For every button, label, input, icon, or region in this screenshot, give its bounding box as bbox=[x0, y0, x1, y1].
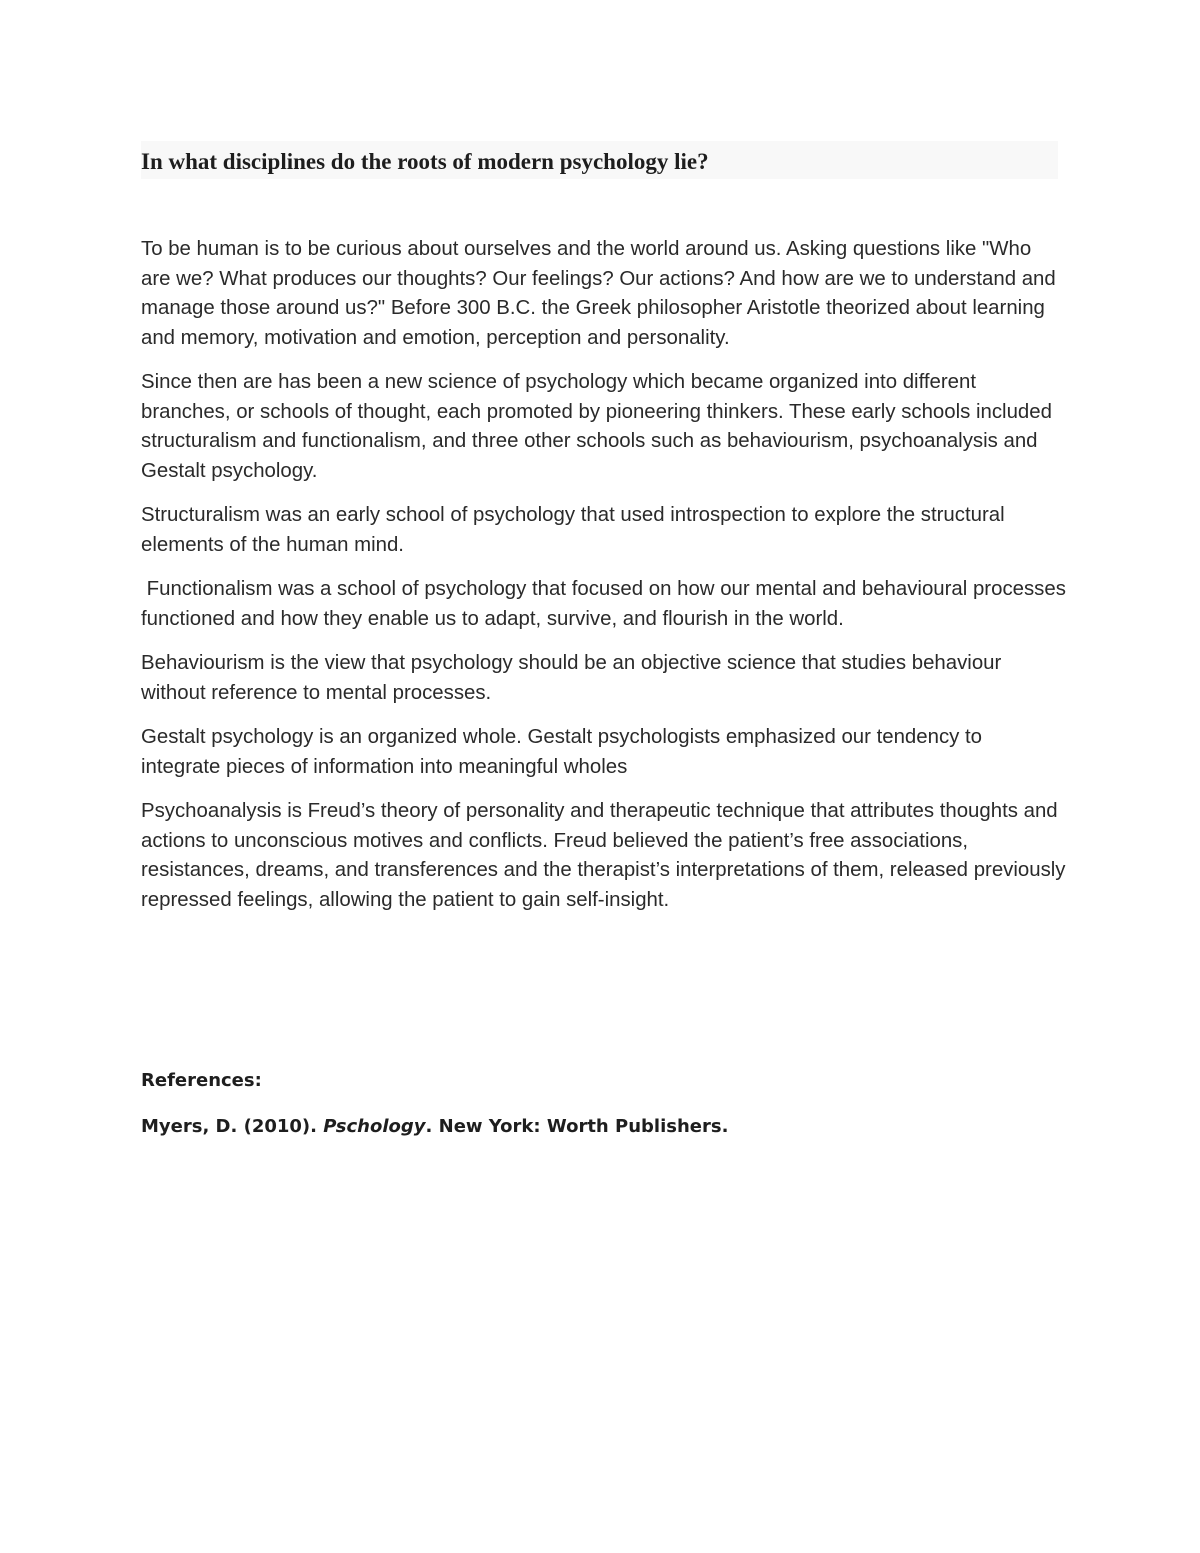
paragraph-psychoanalysis: Psychoanalysis is Freud’s theory of personality and therapeutic technique that attributes thoughts and actions to unconscious motives and conflicts. Freud believed the patient’s free associations, resistances, dreams, and transferences and the therapist’s interpretations of them, released previously repressed feelings, allowing the patient to gain self-insight. bbox=[141, 800, 1066, 911]
paragraph-structuralism: Structuralism was an early school of psychology that used introspection to explore the structural elements of the human mind. bbox=[141, 504, 1005, 556]
paragraph-schools: Since then are has been a new science of psychology which became organized into different branches, or schools of thought, each promoted by pioneering thinkers. These early schools included structuralism and functionalism, and three other schools such as behaviourism, psychoanalysis and Gestalt psychology. bbox=[141, 371, 1052, 482]
question-heading: In what disciplines do the roots of modern psychology lie? bbox=[141, 149, 709, 174]
reference-author-year: Myers, D. (2010). bbox=[141, 1116, 324, 1137]
references-heading: References: bbox=[141, 1070, 262, 1091]
paragraph-behaviourism: Behaviourism is the view that psychology should be an objective science that studies behaviour without reference to mental processes. bbox=[141, 652, 1002, 704]
paragraph-gestalt: Gestalt psychology is an organized whole. Gestalt psychologists emphasized our tendency to integrate pieces of information into meaningful wholes bbox=[141, 726, 983, 778]
reference-entry bbox=[141, 1114, 1058, 1140]
paragraph-intro: To be human is to be curious about ourselves and the world around us. Asking questions like "Who are we? What produces our thoughts? Our feelings? Our actions? And how are we to understand and manage those around us?" Before 300 B.C. the Greek philosopher Aristotle theorized about learning and memory, motivation and emotion, perception and personality. bbox=[141, 238, 1056, 349]
reference-publisher: . New York: Worth Publishers. bbox=[425, 1116, 729, 1137]
references-section bbox=[141, 1068, 1058, 1140]
answer-body bbox=[141, 235, 1072, 930]
question-highlight bbox=[141, 141, 1058, 179]
paragraph-functionalism: Functionalism was a school of psychology that focused on how our mental and behavioural processes functioned and how they enable us to adapt, survive, and flourish in the world. bbox=[141, 578, 1072, 630]
reference-title: Pschology bbox=[323, 1116, 426, 1137]
